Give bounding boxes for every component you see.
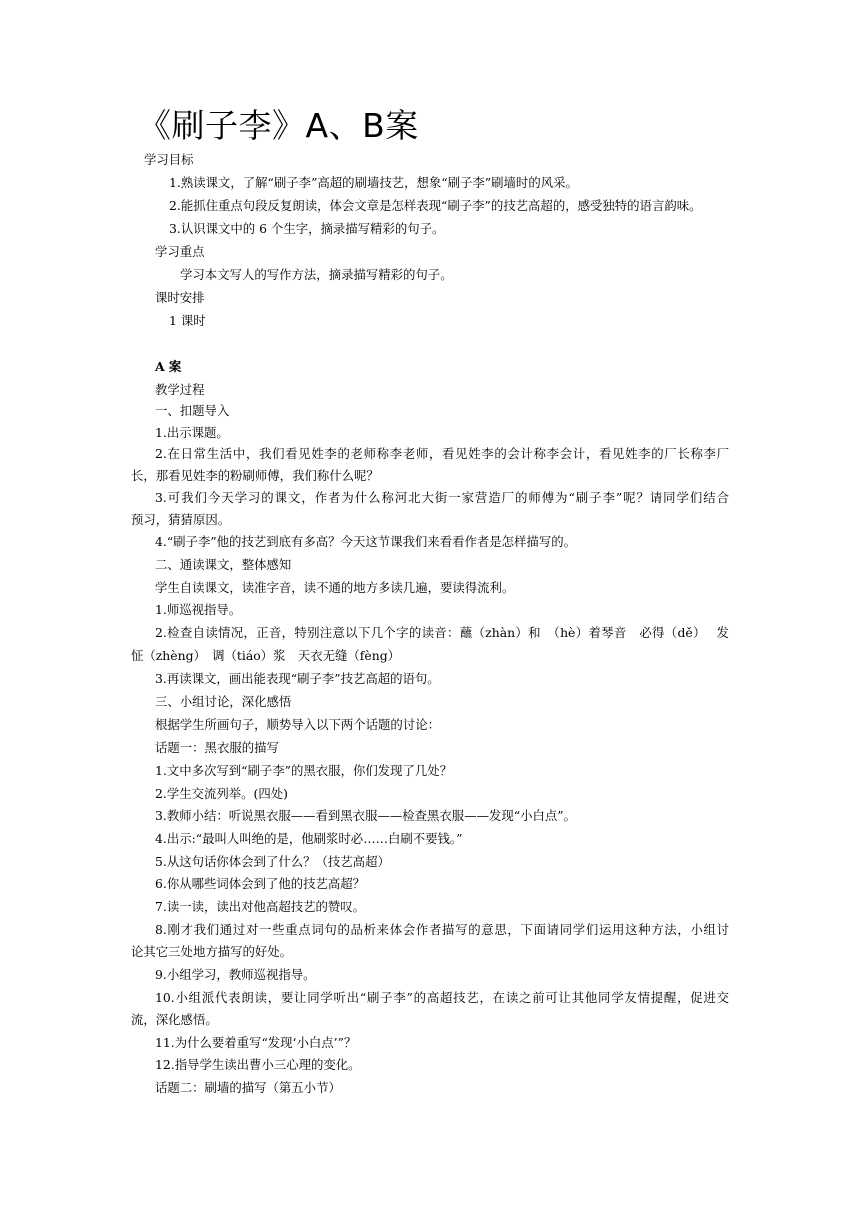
body-line: 论其它三处地方描写的好处。 xyxy=(131,944,293,959)
document-title: 《刷子李》A、B案 xyxy=(138,106,419,145)
body-line: 怔（zhèng） 调（tiáo）浆 天衣无缝（fèng） xyxy=(131,648,401,663)
body-line: 1.熟读课文，了解“刷子李”高超的刷墙技艺，想象“刷子李”刷墙时的风采。 xyxy=(169,175,578,190)
body-line: 3.可我们今天学习的课文，作者为什么称河北大街一家营造厂的师傅为“刷子李”呢？请同学们结合 xyxy=(155,490,729,505)
body-line: 课时安排 xyxy=(155,290,205,305)
body-line: 12.指导学生读出曹小三心理的变化。 xyxy=(155,1057,361,1072)
body-line: 1.师巡视指导。 xyxy=(155,602,242,617)
body-line: 三、小组讨论，深化感悟 xyxy=(155,694,292,709)
body-line: 话题一：黑衣服的描写 xyxy=(155,740,279,755)
body-line: 学习重点 xyxy=(155,244,205,259)
body-line: 1.文中多次写到“刷子李”的黑衣服，你们发现了几处？ xyxy=(155,763,453,778)
body-line: 学习本文写人的写作方法，摘录描写精彩的句子。 xyxy=(180,267,453,282)
body-line: 二、通读课文，整体感知 xyxy=(155,557,292,572)
body-line: 5.从这句话你体会到了什么？（技艺高超） xyxy=(155,854,390,869)
body-line: 2.检查自读情况，正音，特别注意以下几个字的读音：蘸（zhàn）和 （hè）着琴音 必得（dě） 发 xyxy=(155,625,729,640)
body-line: 4.出示:“最叫人叫绝的是，他刷浆时必……白刷不要钱。” xyxy=(155,831,463,846)
body-line: 长，那看见姓李的粉刷师傅，我们称什么呢？ xyxy=(131,468,379,483)
body-line: 1.出示课题。 xyxy=(155,425,229,440)
body-line: 教学过程 xyxy=(155,382,205,397)
body-line: 话题二：刷墙的描写（第五小节） xyxy=(155,1080,341,1095)
body-line: 9.小组学习，教师巡视指导。 xyxy=(155,967,316,982)
body-line: 学习目标 xyxy=(144,152,194,167)
body-line: 流，深化感悟。 xyxy=(131,1012,218,1027)
body-line: 7.读一读，读出对他高超技艺的赞叹。 xyxy=(155,899,366,914)
body-line: 一、扣题导入 xyxy=(155,403,230,418)
body-line: 学生自读课文，读准字音，读不通的地方多读几遍，要读得流利。 xyxy=(155,580,515,595)
body-line: 预习，猜猜原因。 xyxy=(131,512,231,527)
body-line: 3.教师小结：听说黑衣服——看到黑衣服——检查黑衣服——发现“小白点”。 xyxy=(155,808,576,823)
body-line: 3.再读课文，画出能表现“刷子李”技艺高超的语句。 xyxy=(155,671,440,686)
body-line: 8.刚才我们通过对一些重点词句的品析来体会作者描写的意思，下面请同学们运用这种方法，小组讨 xyxy=(155,922,729,937)
body-line: 1 课时 xyxy=(169,313,206,328)
body-line: 根据学生所画句子，顺势导入以下两个话题的讨论： xyxy=(155,717,440,732)
body-line: 10.小组派代表朗读，要让同学听出“刷子李”的高超技艺，在读之前可让其他同学友情提醒，促进交 xyxy=(155,990,729,1005)
body-line: 11.为什么要着重写“发现‘小白点’”？ xyxy=(155,1035,357,1050)
body-line: 2.学生交流列举。(四处) xyxy=(155,786,289,801)
body-line: 4.“刷子李”他的技艺到底有多高？今天这节课我们来看看作者是怎样描写的。 xyxy=(155,534,576,549)
body-line: 6.你从哪些词体会到了他的技艺高超？ xyxy=(155,876,366,891)
body-line: A 案 xyxy=(155,359,182,374)
body-line: 3.认识课文中的 6 个生字，摘录描写精彩的句子。 xyxy=(169,221,445,236)
body-line: 2.在日常生活中，我们看见姓李的老师称李老师，看见姓李的会计称李会计，看见姓李的厂长称李厂 xyxy=(155,446,729,461)
body-line: 2.能抓住重点句段反复朗读，体会文章是怎样表现“刷子李”的技艺高超的，感受独特的语言韵味。 xyxy=(169,198,702,213)
